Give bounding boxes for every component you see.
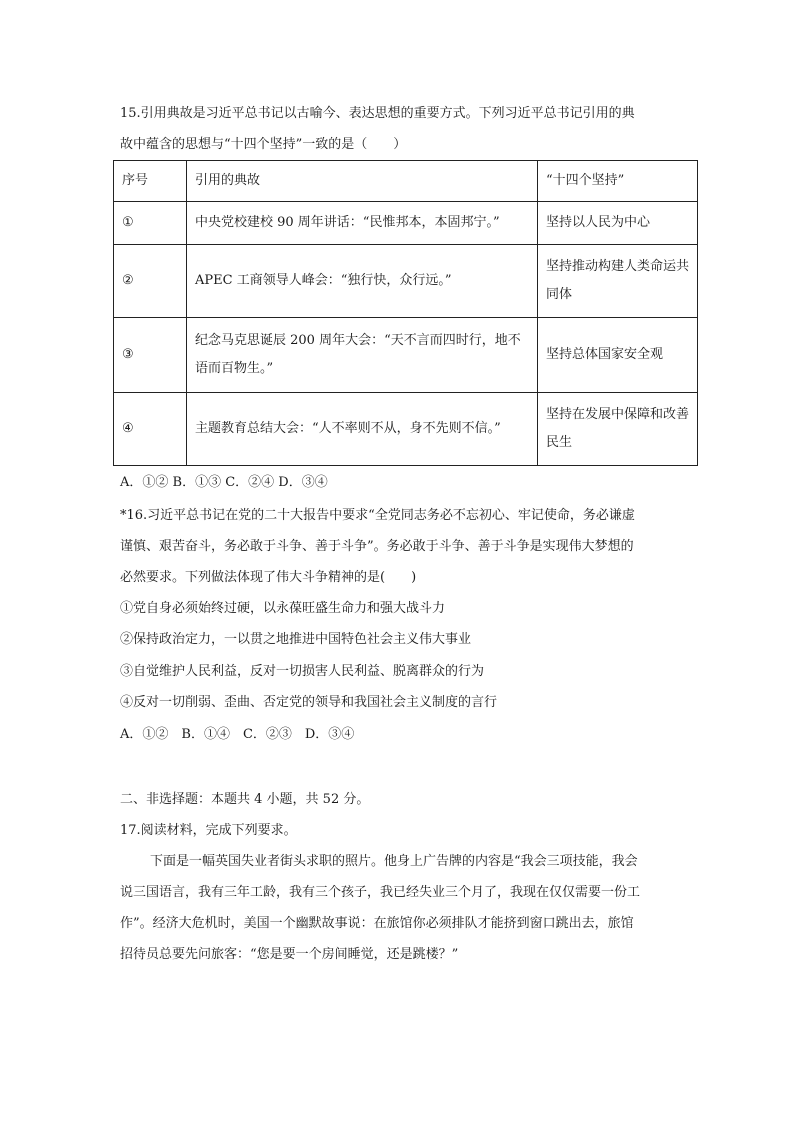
question-15-stem-line-1: 15.引用典故是习近平总书记以古喻今、表达思想的重要方式。下列习近平总书记引用的典 (120, 106, 635, 121)
row-allusion: 主题教育总结大会：“人不率则不从，身不先则不信。” (187, 393, 538, 466)
question-16-stem-line-2: 谨慎、艰苦奋斗，务必敢于斗争、善于斗争”。务必敢于斗争、善于斗争是实现伟大梦想的 (120, 539, 634, 554)
row-adherence: 坚持推动构建人类命运共同体 (538, 245, 698, 318)
question-17-title: 17.阅读材料，完成下列要求。 (120, 823, 297, 838)
material-line: 说三国语言，我有三年工龄，我有三个孩子，我已经失业三个月了，我现在仅仅需要一份工 (120, 885, 641, 900)
allusion-table (113, 160, 698, 466)
question-15-options: A．①② B．①③ C．②④ D．③④ (120, 475, 328, 490)
question-16-item: ②保持政治定力，一以贯之地推进中国特色社会主义伟大事业 (120, 632, 472, 647)
table-header-row (114, 161, 698, 202)
table-row (114, 245, 698, 318)
table-row (114, 393, 698, 466)
header-adherence: “十四个坚持” (538, 161, 698, 202)
row-allusion: 中央党校建校 90 周年讲话：“民惟邦本，本固邦宁。” (187, 202, 538, 245)
row-allusion: APEC 工商领导人峰会：“独行快，众行远。” (187, 245, 538, 318)
row-adherence: 坚持以人民为中心 (538, 202, 698, 245)
header-number: 序号 (114, 161, 187, 202)
question-16-item: ④反对一切削弱、歪曲、否定党的领导和我国社会主义制度的言行 (120, 695, 498, 710)
question-16-item: ①党自身必须始终过硬，以永葆旺盛生命力和强大战斗力 (120, 601, 446, 616)
material-line: 下面是一幅英国失业者街头求职的照片。他身上广告牌的内容是“我会三项技能，我会 (150, 854, 638, 869)
section-2-heading: 二、非选择题：本题共 4 小题，共 52 分。 (120, 792, 370, 807)
table-row (114, 202, 698, 245)
material-line: 招待员总要先问旅客：“您是要一个房间睡觉，还是跳楼？” (120, 947, 459, 962)
row-adherence: 坚持总体国家安全观 (538, 318, 698, 393)
table-row (114, 318, 698, 393)
question-16-options: A．①② B．①④ C．②③ D．③④ (120, 727, 355, 742)
question-15-stem-line-2: 故中蕴含的思想与“十四个坚持”一致的是（ ） (120, 137, 407, 152)
row-adherence: 坚持在发展中保障和改善民生 (538, 393, 698, 466)
question-16-stem-line-1: *16.习近平总书记在党的二十大报告中要求“全党同志务必不忘初心、牢记使命，务必谦虚 (120, 508, 635, 523)
material-line: 作”。经济大危机时，美国一个幽默故事说：在旅馆你必须排队才能挤到窗口跳出去，旅馆 (120, 916, 634, 931)
row-number: ④ (114, 393, 187, 466)
header-allusion: 引用的典故 (187, 161, 538, 202)
row-allusion: 纪念马克思诞辰 200 周年大会：“天不言而四时行，地不语而百物生。” (187, 318, 538, 393)
question-16-item: ③自觉维护人民利益，反对一切损害人民利益、脱离群众的行为 (120, 664, 485, 679)
row-number: ② (114, 245, 187, 318)
question-16-stem-line-3: 必然要求。下列做法体现了伟大斗争精神的是( ) (120, 570, 417, 585)
row-number: ③ (114, 318, 187, 393)
row-number: ① (114, 202, 187, 245)
